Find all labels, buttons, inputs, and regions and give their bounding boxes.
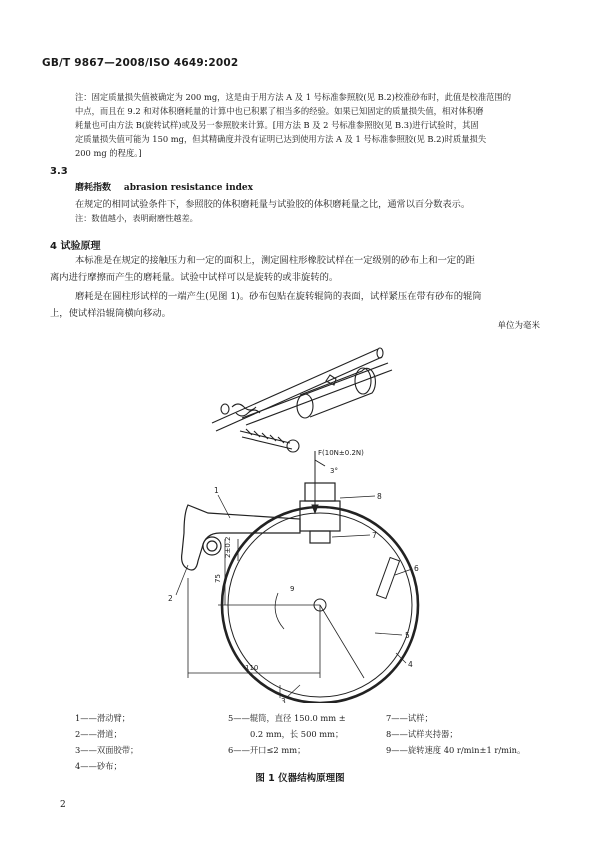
section-title: 4 试验原理 [50,241,101,252]
legend-column-2 [228,710,346,758]
legend-item: 7——试样； [386,713,433,723]
legend-item: 9——旋转速度 40 r/min±1 r/min。 [386,745,526,755]
term-note: 注：数值越小，表明耐磨性越差。 [75,213,198,223]
dim-110: 110 [245,664,259,672]
paragraph-line: 离内进行摩擦而产生的磨耗量。试验中试样可以是旋转的或非旋转的。 [50,272,339,283]
callout-3: 3 [281,697,286,703]
paragraph-line: 本标准是在规定的接触压力和一定的面积上，测定圆柱形橡胶试样在一定级别的砂布上和一定的距 [75,255,475,266]
term-heading [75,180,253,193]
figure-caption: 图 1 仪器结构原理图 [255,773,345,784]
legend-item: 1——滑动臂； [75,713,131,723]
paragraph-line: 磨耗是在圆柱形试样的一端产生(见图 1)。砂布包贴在旋转辊筒的表面，试样紧压在带有砂布的辊筒 [75,291,482,302]
page-number: 2 [60,800,66,810]
legend-item: 8——试样夹持器； [386,729,458,739]
term-cn: 磨耗指数 [75,183,112,193]
dim-75: 75 [214,574,222,583]
dim-vertical: 2±0.2 [224,536,232,558]
callout-5: 5 [405,631,410,640]
callout-1: 1 [214,486,219,495]
apparatus-diagram [150,333,440,703]
unit-label: 单位为毫米 [497,321,540,331]
note-line: 200 mg 的程度。] [75,148,142,158]
legend-item: 0.2 mm，长 500 mm； [250,729,344,739]
legend-item: 4——砂布； [75,761,122,771]
legend-item: 3——双面胶带； [75,745,139,755]
standard-header: GB/T 9867—2008/ISO 4649:2002 [42,57,239,69]
term-en: abrasion resistance index [123,183,253,193]
legend-item: 2——滑道； [75,729,122,739]
perspective-sketch [212,348,392,452]
angle-9: 9 [290,585,295,593]
note-line: 中点，而且在 9.2 和对体积磨耗量的计算中也已积累了相当多的经验。如果已知固定的质量损失值，相对体积磨 [75,106,484,116]
legend-item: 5——辊筒，直径 150.0 mm ± [228,713,346,723]
force-label: F(10N±0.2N) [318,449,364,457]
legend-column-1 [75,710,138,774]
note-block [75,90,555,160]
legend-column-3 [386,710,525,758]
force-indicator [312,449,364,513]
callout-4: 4 [408,660,413,669]
note-line: 注：固定质量损失值被确定为 200 mg，这是由于用方法 A 及 1 号标准参照胶(见 B.2)校准砂布时，此值是校准范围的 [75,92,512,102]
dimensions [188,537,320,678]
legend-item: 6——开口≤2 mm； [228,745,306,755]
note-line: 耗量也可由方法 B(旋转试样)或及另一参照胶来计算。[用方法 B 及 2 号标准参照胶(见 B.3)进行试验时，其固 [75,120,479,130]
paragraph-line: 上，使试样沿辊筒横向移动。 [50,308,171,319]
angle-label: 3° [330,467,338,475]
callout-7: 7 [372,531,377,540]
term-definition: 在规定的相同试验条件下，参照胶的体积磨耗量与试验胶的体积磨耗量之比，通常以百分数表示。 [75,199,471,210]
note-line: 定质量损失值可能为 150 mg，但其精确度并没有证明已达到使用方法 A 及 1 号标准参照胶(见 B.2)时质量损失 [75,134,487,144]
callout-2: 2 [168,594,173,603]
callout-6: 6 [414,564,419,573]
callout-8: 8 [377,492,382,501]
section-number: 3.3 [50,166,68,177]
